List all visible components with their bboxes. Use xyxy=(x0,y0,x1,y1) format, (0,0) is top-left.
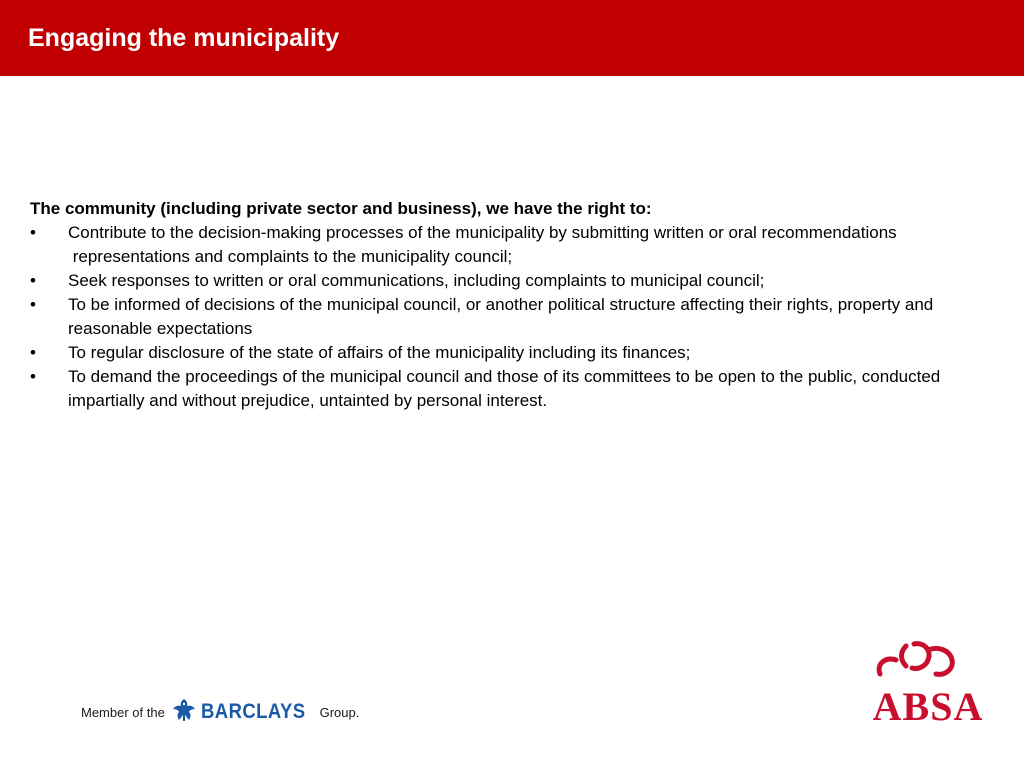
absa-logo xyxy=(866,638,990,724)
absa-wordmark: ABSA xyxy=(872,684,984,724)
page-title: Engaging the municipality xyxy=(28,24,340,52)
bullet-item xyxy=(30,221,990,269)
bullet-symbol: • xyxy=(30,295,36,314)
intro-text: The community (including private sector and business), we have the right to: xyxy=(30,199,652,218)
bullet-symbol: • xyxy=(30,223,36,242)
bullet-text: Contribute to the decision-making processes of the municipality by submitting written or oral recommendations xyxy=(68,223,897,242)
bullet-text: To be informed of decisions of the municipal council, or another political structure affecting their rights, property and reasonable expectations xyxy=(68,295,934,338)
eagle-icon xyxy=(171,697,197,728)
bullet-item xyxy=(30,269,990,293)
bullet-item xyxy=(30,341,990,365)
title-bar xyxy=(0,0,1024,76)
barclays-member-logo xyxy=(81,697,359,727)
bullet-symbol: • xyxy=(30,343,36,362)
bullet-text: To regular disclosure of the state of affairs of the municipality including its finances; xyxy=(68,343,691,362)
barclays-wordmark: BARCLAYS xyxy=(200,700,306,723)
bullet-list xyxy=(30,221,990,413)
bullet-symbol: • xyxy=(30,367,36,386)
member-prefix: Member of the xyxy=(81,704,165,720)
bullet-item xyxy=(30,293,990,341)
bullet-text: To demand the proceedings of the municipal council and those of its committees to be open to the public, conducted impartially and without prejudice, untainted by personal interest. xyxy=(68,367,941,410)
member-suffix: Group. xyxy=(319,704,360,720)
slide-body xyxy=(30,197,990,413)
bullet-text: Seek responses to written or oral communications, including complaints to municipal council; xyxy=(68,271,765,290)
bullet-item xyxy=(30,365,990,413)
absa-symbol-icon xyxy=(866,638,990,724)
bullet-symbol: • xyxy=(30,271,36,290)
bullet-text-continued: representations and complaints to the municipality council; xyxy=(68,247,513,266)
